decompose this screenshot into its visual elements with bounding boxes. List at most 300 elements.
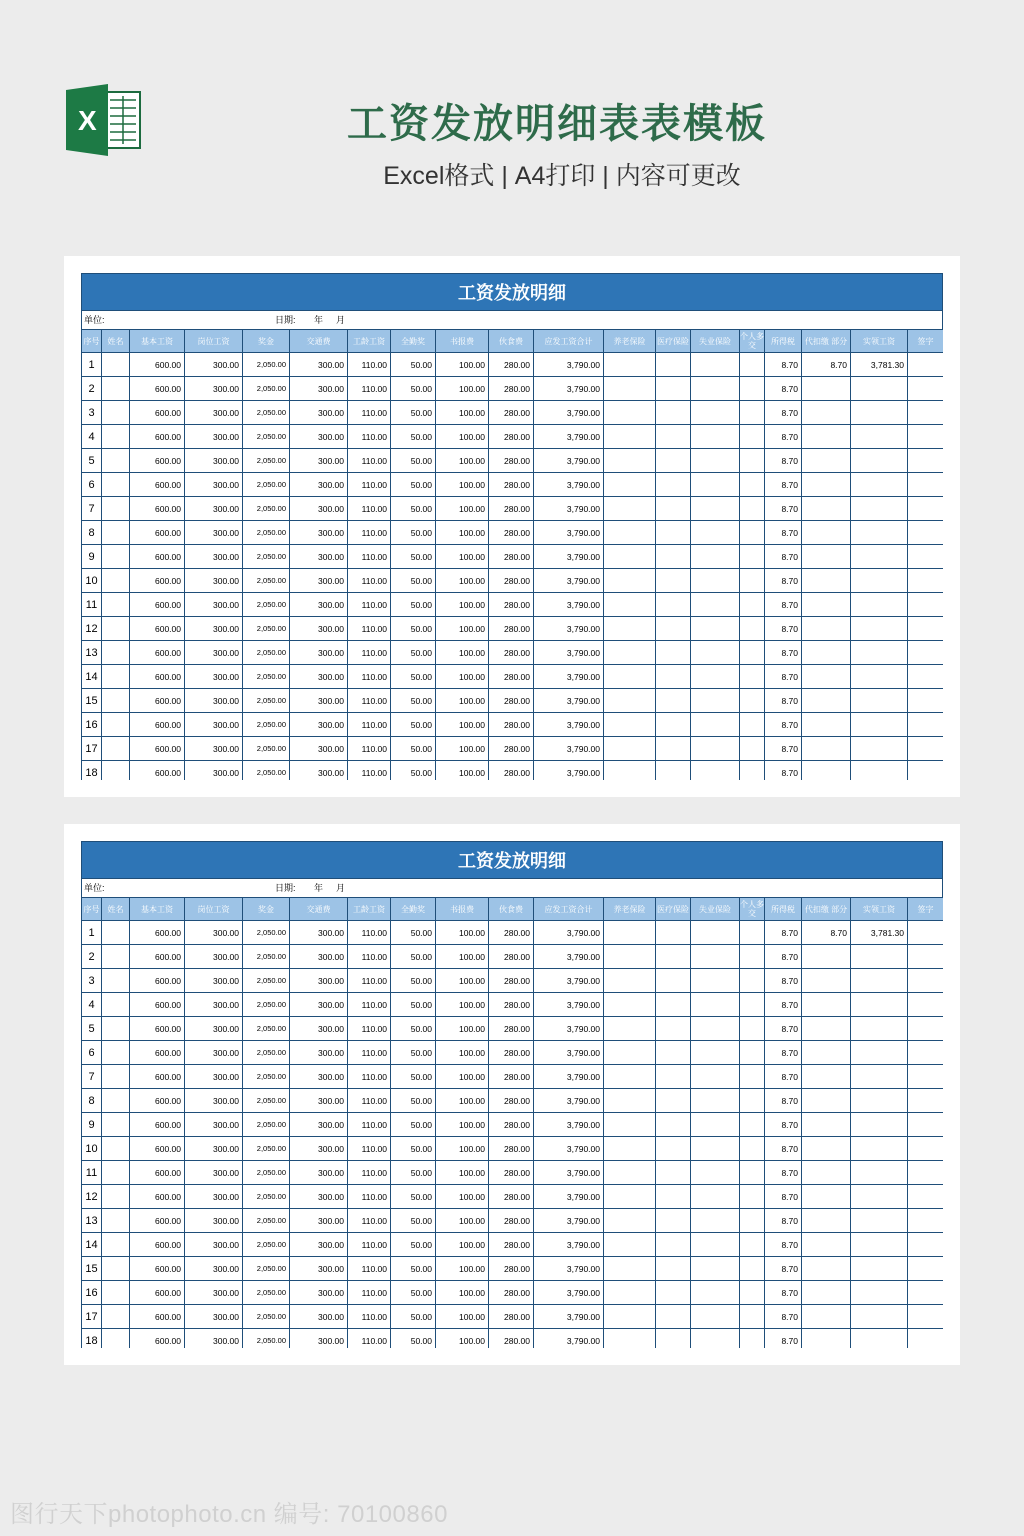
table-cell[interactable]: 3,790.00 bbox=[534, 1305, 604, 1329]
table-cell[interactable]: 18 bbox=[82, 761, 102, 781]
table-cell[interactable] bbox=[802, 1257, 851, 1281]
table-cell[interactable]: 280.00 bbox=[489, 449, 534, 473]
table-cell[interactable]: 8.70 bbox=[765, 1089, 802, 1113]
table-cell[interactable] bbox=[691, 521, 740, 545]
table-cell[interactable]: 8.70 bbox=[765, 921, 802, 945]
table-cell[interactable]: 8.70 bbox=[765, 1137, 802, 1161]
table-cell[interactable]: 300.00 bbox=[185, 761, 243, 781]
table-cell[interactable]: 2,050.00 bbox=[243, 425, 290, 449]
table-cell[interactable]: 2,050.00 bbox=[243, 1329, 290, 1349]
table-cell[interactable] bbox=[656, 569, 691, 593]
table-cell[interactable]: 280.00 bbox=[489, 689, 534, 713]
table-cell[interactable]: 50.00 bbox=[391, 1161, 436, 1185]
table-cell[interactable]: 8.70 bbox=[765, 713, 802, 737]
table-cell[interactable]: 8.70 bbox=[765, 1113, 802, 1137]
table-cell[interactable]: 280.00 bbox=[489, 1257, 534, 1281]
table-cell[interactable]: 600.00 bbox=[130, 737, 185, 761]
table-cell[interactable] bbox=[802, 1137, 851, 1161]
table-cell[interactable] bbox=[740, 665, 765, 689]
table-cell[interactable]: 2,050.00 bbox=[243, 689, 290, 713]
table-cell[interactable] bbox=[851, 1257, 908, 1281]
table-cell[interactable]: 300.00 bbox=[185, 473, 243, 497]
table-cell[interactable] bbox=[908, 425, 944, 449]
table-cell[interactable] bbox=[604, 1161, 656, 1185]
table-cell[interactable] bbox=[102, 713, 130, 737]
table-cell[interactable] bbox=[802, 665, 851, 689]
table-cell[interactable]: 280.00 bbox=[489, 969, 534, 993]
table-cell[interactable] bbox=[102, 473, 130, 497]
table-cell[interactable]: 100.00 bbox=[436, 1305, 489, 1329]
table-cell[interactable]: 3,790.00 bbox=[534, 1041, 604, 1065]
table-cell[interactable]: 280.00 bbox=[489, 1065, 534, 1089]
table-cell[interactable] bbox=[851, 969, 908, 993]
table-cell[interactable] bbox=[908, 713, 944, 737]
table-cell[interactable] bbox=[656, 1305, 691, 1329]
table-cell[interactable]: 2,050.00 bbox=[243, 521, 290, 545]
table-cell[interactable] bbox=[802, 1113, 851, 1137]
table-cell[interactable]: 110.00 bbox=[348, 945, 391, 969]
table-cell[interactable]: 600.00 bbox=[130, 1305, 185, 1329]
table-cell[interactable]: 110.00 bbox=[348, 1257, 391, 1281]
table-cell[interactable]: 3,790.00 bbox=[534, 377, 604, 401]
table-cell[interactable]: 110.00 bbox=[348, 1113, 391, 1137]
table-cell[interactable]: 2,050.00 bbox=[243, 737, 290, 761]
table-cell[interactable]: 2,050.00 bbox=[243, 761, 290, 781]
table-cell[interactable] bbox=[908, 945, 944, 969]
table-cell[interactable]: 110.00 bbox=[348, 593, 391, 617]
table-cell[interactable]: 16 bbox=[82, 1281, 102, 1305]
table-cell[interactable]: 100.00 bbox=[436, 761, 489, 781]
table-cell[interactable]: 8.70 bbox=[765, 593, 802, 617]
table-cell[interactable]: 300.00 bbox=[290, 665, 348, 689]
table-cell[interactable] bbox=[604, 689, 656, 713]
table-cell[interactable]: 8.70 bbox=[765, 1281, 802, 1305]
table-cell[interactable] bbox=[604, 1113, 656, 1137]
table-cell[interactable] bbox=[908, 521, 944, 545]
table-cell[interactable]: 8.70 bbox=[765, 377, 802, 401]
table-cell[interactable] bbox=[604, 473, 656, 497]
table-cell[interactable] bbox=[656, 521, 691, 545]
table-cell[interactable] bbox=[656, 1281, 691, 1305]
table-cell[interactable]: 7 bbox=[82, 497, 102, 521]
table-cell[interactable]: 50.00 bbox=[391, 665, 436, 689]
table-cell[interactable]: 8.70 bbox=[765, 425, 802, 449]
table-cell[interactable] bbox=[908, 1305, 944, 1329]
table-cell[interactable]: 50.00 bbox=[391, 761, 436, 781]
table-cell[interactable] bbox=[691, 1089, 740, 1113]
table-cell[interactable]: 110.00 bbox=[348, 377, 391, 401]
table-cell[interactable]: 2,050.00 bbox=[243, 593, 290, 617]
table-cell[interactable]: 300.00 bbox=[185, 1257, 243, 1281]
table-cell[interactable]: 300.00 bbox=[185, 377, 243, 401]
table-cell[interactable]: 12 bbox=[82, 617, 102, 641]
table-cell[interactable] bbox=[851, 473, 908, 497]
table-cell[interactable] bbox=[691, 1209, 740, 1233]
table-cell[interactable]: 3,790.00 bbox=[534, 921, 604, 945]
table-cell[interactable]: 280.00 bbox=[489, 1089, 534, 1113]
table-cell[interactable]: 300.00 bbox=[185, 521, 243, 545]
table-cell[interactable] bbox=[656, 1161, 691, 1185]
table-cell[interactable] bbox=[851, 1305, 908, 1329]
table-cell[interactable]: 8.70 bbox=[765, 1161, 802, 1185]
table-cell[interactable]: 3,790.00 bbox=[534, 521, 604, 545]
table-cell[interactable]: 280.00 bbox=[489, 1137, 534, 1161]
table-cell[interactable]: 300.00 bbox=[185, 665, 243, 689]
table-cell[interactable] bbox=[851, 377, 908, 401]
table-cell[interactable] bbox=[740, 969, 765, 993]
table-cell[interactable]: 4 bbox=[82, 993, 102, 1017]
table-cell[interactable]: 300.00 bbox=[290, 473, 348, 497]
table-cell[interactable]: 300.00 bbox=[290, 497, 348, 521]
table-cell[interactable] bbox=[656, 1137, 691, 1161]
table-cell[interactable]: 2,050.00 bbox=[243, 713, 290, 737]
table-cell[interactable] bbox=[908, 545, 944, 569]
table-cell[interactable]: 3,781.30 bbox=[851, 353, 908, 377]
table-cell[interactable] bbox=[604, 617, 656, 641]
table-cell[interactable] bbox=[851, 425, 908, 449]
table-cell[interactable] bbox=[802, 617, 851, 641]
table-cell[interactable] bbox=[802, 521, 851, 545]
table-cell[interactable] bbox=[740, 497, 765, 521]
table-cell[interactable]: 50.00 bbox=[391, 1065, 436, 1089]
table-cell[interactable] bbox=[802, 401, 851, 425]
table-cell[interactable]: 300.00 bbox=[290, 713, 348, 737]
table-cell[interactable]: 300.00 bbox=[185, 593, 243, 617]
table-cell[interactable] bbox=[102, 401, 130, 425]
table-cell[interactable]: 50.00 bbox=[391, 569, 436, 593]
table-cell[interactable]: 10 bbox=[82, 1137, 102, 1161]
table-cell[interactable] bbox=[102, 689, 130, 713]
table-cell[interactable] bbox=[102, 497, 130, 521]
table-cell[interactable]: 6 bbox=[82, 473, 102, 497]
table-cell[interactable] bbox=[102, 1185, 130, 1209]
table-cell[interactable]: 300.00 bbox=[185, 1209, 243, 1233]
table-cell[interactable] bbox=[691, 689, 740, 713]
table-cell[interactable] bbox=[908, 497, 944, 521]
table-cell[interactable] bbox=[604, 1089, 656, 1113]
table-cell[interactable]: 2,050.00 bbox=[243, 641, 290, 665]
table-cell[interactable]: 300.00 bbox=[290, 1281, 348, 1305]
table-cell[interactable]: 100.00 bbox=[436, 1113, 489, 1137]
table-cell[interactable]: 600.00 bbox=[130, 1017, 185, 1041]
table-cell[interactable]: 2,050.00 bbox=[243, 545, 290, 569]
table-cell[interactable]: 600.00 bbox=[130, 1209, 185, 1233]
table-cell[interactable]: 11 bbox=[82, 1161, 102, 1185]
table-cell[interactable] bbox=[740, 1257, 765, 1281]
table-cell[interactable]: 300.00 bbox=[185, 449, 243, 473]
table-cell[interactable]: 300.00 bbox=[290, 1137, 348, 1161]
table-cell[interactable] bbox=[802, 1305, 851, 1329]
table-cell[interactable]: 600.00 bbox=[130, 593, 185, 617]
table-cell[interactable]: 280.00 bbox=[489, 473, 534, 497]
table-cell[interactable] bbox=[604, 425, 656, 449]
table-cell[interactable] bbox=[656, 401, 691, 425]
table-cell[interactable]: 3,790.00 bbox=[534, 1113, 604, 1137]
table-cell[interactable] bbox=[802, 1281, 851, 1305]
table-cell[interactable]: 50.00 bbox=[391, 969, 436, 993]
table-cell[interactable]: 2,050.00 bbox=[243, 377, 290, 401]
table-cell[interactable]: 300.00 bbox=[185, 921, 243, 945]
table-cell[interactable]: 110.00 bbox=[348, 1017, 391, 1041]
table-cell[interactable]: 300.00 bbox=[185, 1041, 243, 1065]
table-cell[interactable]: 100.00 bbox=[436, 377, 489, 401]
table-cell[interactable]: 280.00 bbox=[489, 1305, 534, 1329]
table-cell[interactable]: 3,790.00 bbox=[534, 993, 604, 1017]
table-cell[interactable] bbox=[802, 1209, 851, 1233]
table-cell[interactable]: 8.70 bbox=[765, 969, 802, 993]
table-cell[interactable]: 50.00 bbox=[391, 1209, 436, 1233]
table-cell[interactable]: 300.00 bbox=[290, 1065, 348, 1089]
table-cell[interactable]: 50.00 bbox=[391, 1113, 436, 1137]
table-cell[interactable]: 300.00 bbox=[290, 593, 348, 617]
table-cell[interactable]: 8.70 bbox=[765, 353, 802, 377]
table-cell[interactable] bbox=[802, 1041, 851, 1065]
table-cell[interactable] bbox=[604, 1257, 656, 1281]
table-cell[interactable]: 2,050.00 bbox=[243, 1161, 290, 1185]
table-cell[interactable] bbox=[691, 569, 740, 593]
table-cell[interactable] bbox=[851, 545, 908, 569]
table-cell[interactable]: 3,790.00 bbox=[534, 545, 604, 569]
table-cell[interactable] bbox=[802, 545, 851, 569]
table-cell[interactable]: 300.00 bbox=[185, 1113, 243, 1137]
table-cell[interactable]: 300.00 bbox=[290, 1233, 348, 1257]
table-cell[interactable]: 280.00 bbox=[489, 1161, 534, 1185]
table-cell[interactable] bbox=[740, 1209, 765, 1233]
table-cell[interactable]: 3,790.00 bbox=[534, 1089, 604, 1113]
table-cell[interactable] bbox=[851, 665, 908, 689]
table-cell[interactable]: 110.00 bbox=[348, 521, 391, 545]
table-cell[interactable]: 8.70 bbox=[802, 921, 851, 945]
table-cell[interactable]: 300.00 bbox=[290, 641, 348, 665]
table-cell[interactable]: 8.70 bbox=[765, 1209, 802, 1233]
table-cell[interactable] bbox=[802, 969, 851, 993]
table-cell[interactable]: 300.00 bbox=[290, 969, 348, 993]
table-cell[interactable]: 2,050.00 bbox=[243, 1065, 290, 1089]
table-cell[interactable] bbox=[908, 1137, 944, 1161]
table-cell[interactable] bbox=[604, 945, 656, 969]
table-cell[interactable]: 8.70 bbox=[765, 1305, 802, 1329]
table-cell[interactable]: 100.00 bbox=[436, 945, 489, 969]
table-cell[interactable]: 600.00 bbox=[130, 1329, 185, 1349]
table-cell[interactable] bbox=[908, 1041, 944, 1065]
table-cell[interactable] bbox=[740, 377, 765, 401]
table-cell[interactable]: 2,050.00 bbox=[243, 1041, 290, 1065]
table-cell[interactable]: 8.70 bbox=[765, 1065, 802, 1089]
table-cell[interactable] bbox=[851, 521, 908, 545]
table-cell[interactable]: 110.00 bbox=[348, 1233, 391, 1257]
table-cell[interactable]: 14 bbox=[82, 665, 102, 689]
table-cell[interactable]: 8.70 bbox=[765, 569, 802, 593]
table-cell[interactable] bbox=[102, 969, 130, 993]
table-cell[interactable] bbox=[102, 593, 130, 617]
table-cell[interactable] bbox=[851, 449, 908, 473]
table-cell[interactable] bbox=[604, 1137, 656, 1161]
table-cell[interactable]: 600.00 bbox=[130, 1233, 185, 1257]
table-cell[interactable] bbox=[656, 425, 691, 449]
table-cell[interactable]: 8.70 bbox=[765, 473, 802, 497]
table-cell[interactable]: 280.00 bbox=[489, 401, 534, 425]
table-cell[interactable] bbox=[604, 353, 656, 377]
table-cell[interactable] bbox=[802, 1017, 851, 1041]
table-cell[interactable]: 50.00 bbox=[391, 1281, 436, 1305]
table-cell[interactable] bbox=[908, 1089, 944, 1113]
table-cell[interactable]: 600.00 bbox=[130, 945, 185, 969]
table-cell[interactable] bbox=[851, 713, 908, 737]
table-cell[interactable] bbox=[656, 1113, 691, 1137]
table-cell[interactable] bbox=[604, 545, 656, 569]
table-cell[interactable] bbox=[851, 945, 908, 969]
table-cell[interactable] bbox=[908, 473, 944, 497]
table-cell[interactable]: 600.00 bbox=[130, 377, 185, 401]
table-cell[interactable]: 8.70 bbox=[765, 1185, 802, 1209]
table-cell[interactable]: 300.00 bbox=[185, 1017, 243, 1041]
table-cell[interactable]: 2,050.00 bbox=[243, 1185, 290, 1209]
table-cell[interactable]: 3,790.00 bbox=[534, 1185, 604, 1209]
table-cell[interactable]: 300.00 bbox=[290, 737, 348, 761]
table-cell[interactable] bbox=[691, 497, 740, 521]
table-cell[interactable]: 50.00 bbox=[391, 449, 436, 473]
table-cell[interactable]: 100.00 bbox=[436, 713, 489, 737]
table-cell[interactable] bbox=[740, 761, 765, 781]
table-cell[interactable] bbox=[908, 737, 944, 761]
table-cell[interactable]: 600.00 bbox=[130, 969, 185, 993]
table-cell[interactable] bbox=[102, 617, 130, 641]
table-cell[interactable] bbox=[740, 617, 765, 641]
table-cell[interactable]: 110.00 bbox=[348, 737, 391, 761]
table-cell[interactable] bbox=[691, 969, 740, 993]
table-cell[interactable]: 18 bbox=[82, 1329, 102, 1349]
table-cell[interactable]: 300.00 bbox=[185, 1281, 243, 1305]
table-cell[interactable]: 100.00 bbox=[436, 1137, 489, 1161]
table-cell[interactable]: 300.00 bbox=[290, 569, 348, 593]
table-cell[interactable] bbox=[740, 1041, 765, 1065]
table-cell[interactable]: 3,790.00 bbox=[534, 665, 604, 689]
table-cell[interactable]: 280.00 bbox=[489, 353, 534, 377]
table-cell[interactable]: 2,050.00 bbox=[243, 1137, 290, 1161]
table-cell[interactable]: 110.00 bbox=[348, 497, 391, 521]
table-cell[interactable]: 100.00 bbox=[436, 1041, 489, 1065]
table-cell[interactable]: 600.00 bbox=[130, 921, 185, 945]
table-cell[interactable] bbox=[604, 593, 656, 617]
table-cell[interactable]: 300.00 bbox=[290, 761, 348, 781]
table-cell[interactable] bbox=[604, 641, 656, 665]
table-cell[interactable]: 8.70 bbox=[765, 689, 802, 713]
table-cell[interactable]: 300.00 bbox=[185, 1329, 243, 1349]
table-cell[interactable]: 50.00 bbox=[391, 713, 436, 737]
table-cell[interactable] bbox=[691, 641, 740, 665]
table-cell[interactable] bbox=[908, 593, 944, 617]
table-cell[interactable] bbox=[656, 1065, 691, 1089]
table-cell[interactable]: 110.00 bbox=[348, 545, 391, 569]
table-cell[interactable]: 2,050.00 bbox=[243, 1305, 290, 1329]
table-cell[interactable]: 300.00 bbox=[290, 521, 348, 545]
table-cell[interactable]: 300.00 bbox=[185, 641, 243, 665]
table-cell[interactable]: 280.00 bbox=[489, 761, 534, 781]
table-cell[interactable] bbox=[691, 617, 740, 641]
table-cell[interactable] bbox=[604, 993, 656, 1017]
table-cell[interactable]: 600.00 bbox=[130, 641, 185, 665]
table-cell[interactable]: 8.70 bbox=[765, 401, 802, 425]
table-cell[interactable]: 17 bbox=[82, 737, 102, 761]
table-cell[interactable]: 8.70 bbox=[765, 945, 802, 969]
table-cell[interactable] bbox=[691, 713, 740, 737]
table-cell[interactable]: 600.00 bbox=[130, 521, 185, 545]
table-cell[interactable]: 2,050.00 bbox=[243, 665, 290, 689]
table-cell[interactable]: 3,790.00 bbox=[534, 945, 604, 969]
table-cell[interactable]: 600.00 bbox=[130, 1161, 185, 1185]
table-cell[interactable]: 16 bbox=[82, 713, 102, 737]
table-cell[interactable]: 600.00 bbox=[130, 473, 185, 497]
table-cell[interactable]: 110.00 bbox=[348, 689, 391, 713]
table-cell[interactable] bbox=[851, 1209, 908, 1233]
table-cell[interactable] bbox=[740, 593, 765, 617]
table-cell[interactable]: 50.00 bbox=[391, 641, 436, 665]
table-cell[interactable]: 2,050.00 bbox=[243, 617, 290, 641]
table-cell[interactable] bbox=[691, 945, 740, 969]
table-cell[interactable] bbox=[908, 1233, 944, 1257]
table-cell[interactable]: 6 bbox=[82, 1041, 102, 1065]
table-cell[interactable] bbox=[851, 1113, 908, 1137]
table-cell[interactable]: 50.00 bbox=[391, 593, 436, 617]
table-cell[interactable] bbox=[851, 993, 908, 1017]
table-cell[interactable] bbox=[851, 761, 908, 781]
table-cell[interactable]: 300.00 bbox=[290, 1209, 348, 1233]
table-cell[interactable]: 11 bbox=[82, 593, 102, 617]
table-cell[interactable]: 600.00 bbox=[130, 713, 185, 737]
table-cell[interactable]: 8.70 bbox=[765, 993, 802, 1017]
table-cell[interactable]: 110.00 bbox=[348, 1281, 391, 1305]
table-cell[interactable]: 50.00 bbox=[391, 1257, 436, 1281]
table-cell[interactable]: 280.00 bbox=[489, 617, 534, 641]
table-cell[interactable]: 110.00 bbox=[348, 1065, 391, 1089]
table-cell[interactable] bbox=[102, 1209, 130, 1233]
table-cell[interactable] bbox=[908, 353, 944, 377]
table-cell[interactable]: 110.00 bbox=[348, 1161, 391, 1185]
table-cell[interactable] bbox=[691, 1041, 740, 1065]
table-cell[interactable] bbox=[656, 353, 691, 377]
table-cell[interactable]: 3 bbox=[82, 401, 102, 425]
table-cell[interactable]: 3,790.00 bbox=[534, 497, 604, 521]
table-cell[interactable] bbox=[802, 1161, 851, 1185]
table-cell[interactable]: 3,790.00 bbox=[534, 969, 604, 993]
table-cell[interactable] bbox=[908, 993, 944, 1017]
table-cell[interactable]: 100.00 bbox=[436, 1017, 489, 1041]
table-cell[interactable]: 3,790.00 bbox=[534, 473, 604, 497]
table-cell[interactable] bbox=[102, 1113, 130, 1137]
table-cell[interactable]: 100.00 bbox=[436, 737, 489, 761]
table-cell[interactable]: 300.00 bbox=[185, 689, 243, 713]
table-cell[interactable] bbox=[604, 1065, 656, 1089]
table-cell[interactable]: 600.00 bbox=[130, 1041, 185, 1065]
table-cell[interactable] bbox=[851, 1137, 908, 1161]
table-cell[interactable]: 2,050.00 bbox=[243, 1257, 290, 1281]
table-cell[interactable] bbox=[851, 1233, 908, 1257]
table-cell[interactable]: 600.00 bbox=[130, 689, 185, 713]
table-cell[interactable] bbox=[656, 593, 691, 617]
table-cell[interactable]: 280.00 bbox=[489, 921, 534, 945]
table-cell[interactable] bbox=[604, 377, 656, 401]
table-cell[interactable]: 3,790.00 bbox=[534, 737, 604, 761]
table-cell[interactable] bbox=[908, 1161, 944, 1185]
table-cell[interactable]: 3,790.00 bbox=[534, 401, 604, 425]
table-cell[interactable]: 300.00 bbox=[185, 993, 243, 1017]
table-cell[interactable]: 300.00 bbox=[290, 401, 348, 425]
table-cell[interactable]: 2,050.00 bbox=[243, 1113, 290, 1137]
table-cell[interactable]: 280.00 bbox=[489, 569, 534, 593]
table-cell[interactable] bbox=[802, 737, 851, 761]
table-cell[interactable]: 5 bbox=[82, 1017, 102, 1041]
table-cell[interactable]: 280.00 bbox=[489, 1041, 534, 1065]
